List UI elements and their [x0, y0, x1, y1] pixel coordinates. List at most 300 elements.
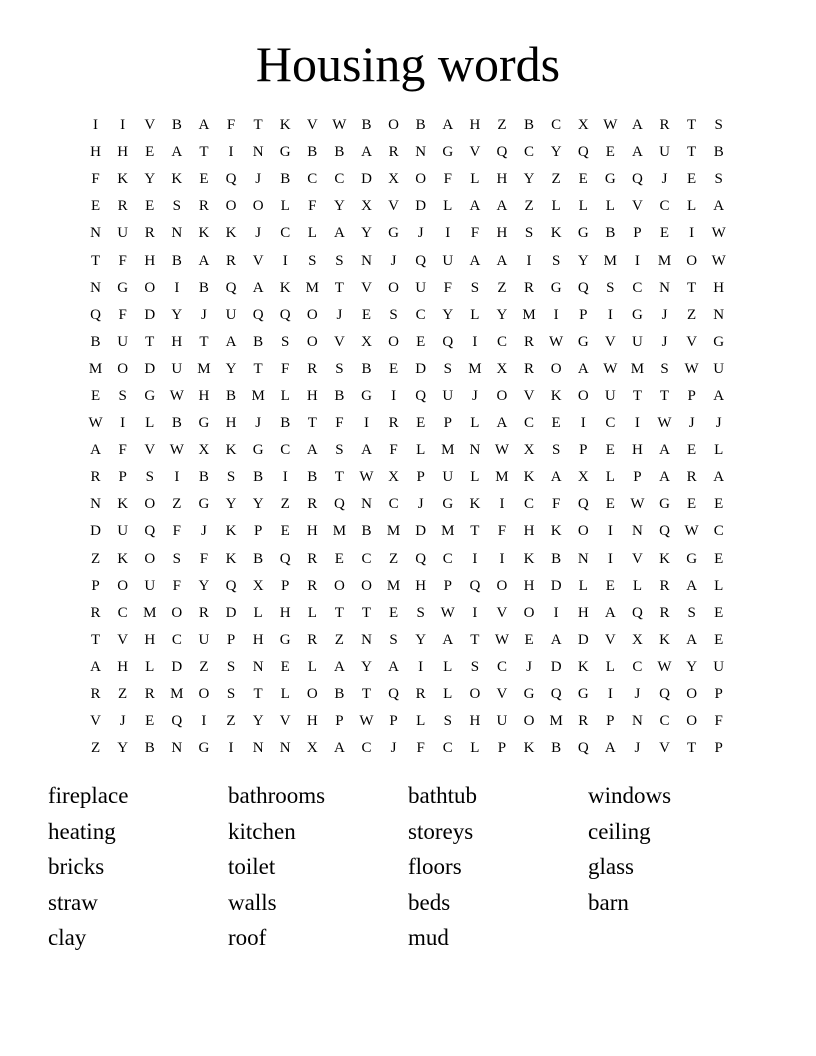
grid-letter: Q	[333, 496, 345, 513]
grid-letter: Z	[90, 550, 101, 567]
grid-letter: N	[659, 279, 670, 296]
grid-letter: U	[713, 360, 725, 377]
grid-letter: N	[361, 252, 372, 269]
grid-letter: N	[90, 279, 101, 296]
grid-letter: L	[470, 171, 480, 188]
grid-letter: G	[361, 387, 372, 404]
grid-letter: E	[388, 604, 399, 621]
grid-row	[82, 546, 732, 573]
grid-letter: E	[605, 577, 615, 594]
grid-letter: L	[632, 577, 642, 594]
grid-letter: F	[172, 577, 181, 594]
letter-grid	[82, 112, 732, 762]
grid-letter: A	[659, 442, 670, 459]
grid-letter: W	[440, 604, 455, 621]
grid-letter: Q	[550, 686, 562, 703]
grid-letter: D	[415, 523, 427, 540]
grid-letter: P	[633, 225, 642, 242]
grid-letter: E	[714, 604, 724, 621]
grid-letter: M	[603, 252, 617, 269]
grid-letter: V	[469, 144, 481, 161]
grid-letter: R	[144, 686, 155, 703]
grid-letter: A	[388, 658, 399, 675]
grid-letter: G	[713, 333, 725, 350]
grid-row	[82, 220, 732, 247]
grid-letter: I	[580, 415, 586, 432]
grid-letter: J	[634, 740, 641, 757]
grid-letter: T	[659, 387, 670, 404]
grid-letter: V	[252, 252, 264, 269]
grid-letter: R	[307, 550, 318, 567]
grid-letter: J	[715, 415, 722, 432]
grid-letter: X	[198, 442, 210, 459]
grid-letter: D	[144, 360, 156, 377]
grid-letter: A	[198, 252, 210, 269]
word-list-item: barn	[588, 889, 629, 915]
grid-letter: Y	[144, 171, 156, 188]
grid-letter: H	[469, 713, 481, 730]
grid-letter: B	[551, 550, 562, 567]
grid-letter: M	[386, 577, 401, 594]
grid-letter: R	[388, 415, 399, 432]
grid-letter: E	[145, 144, 155, 161]
grid-letter: T	[253, 117, 263, 134]
grid-letter: H	[469, 117, 481, 134]
grid-letter: Y	[442, 306, 454, 323]
word-list-item: bathtub	[408, 783, 477, 808]
grid-letter: J	[201, 306, 207, 323]
word-list-item: kitchen	[228, 818, 296, 844]
grid-letter: X	[388, 469, 399, 486]
grid-letter: O	[144, 550, 156, 567]
grid-letter: T	[470, 523, 480, 540]
grid-letter: T	[334, 604, 344, 621]
grid-letter: L	[578, 577, 588, 594]
grid-letter: I	[689, 225, 695, 242]
grid-letter: Q	[225, 171, 237, 188]
grid-row	[82, 302, 732, 329]
grid-letter: H	[171, 333, 183, 350]
grid-letter: P	[579, 442, 588, 459]
grid-letter: Z	[497, 117, 507, 134]
grid-letter: X	[252, 577, 264, 594]
grid-letter: O	[686, 686, 698, 703]
grid-letter: S	[308, 252, 317, 269]
grid-letter: I	[472, 604, 478, 621]
grid-letter: S	[470, 658, 480, 675]
grid-letter: C	[334, 171, 345, 188]
grid-letter: I	[607, 306, 613, 323]
grid-letter: L	[605, 658, 615, 675]
grid-letter: A	[713, 469, 725, 486]
grid-letter: Y	[496, 306, 508, 323]
grid-letter: S	[335, 252, 344, 269]
grid-letter: L	[443, 198, 453, 215]
grid-row	[82, 112, 732, 139]
grid-letter: I	[228, 144, 234, 161]
grid-letter: N	[90, 225, 101, 242]
grid-letter: B	[280, 171, 291, 188]
grid-letter: A	[496, 415, 508, 432]
grid-letter: C	[524, 144, 535, 161]
grid-letter: G	[144, 387, 156, 404]
grid-letter: B	[307, 144, 318, 161]
grid-letter: F	[497, 523, 507, 540]
grid-letter: E	[687, 171, 697, 188]
grid-letter: O	[171, 604, 183, 621]
grid-letter: C	[551, 117, 562, 134]
grid-letter: R	[307, 577, 318, 594]
grid-letter: C	[605, 415, 616, 432]
grid-letter: T	[90, 631, 101, 648]
grid-letter: N	[171, 225, 183, 242]
grid-letter: P	[579, 306, 588, 323]
grid-letter: M	[441, 523, 455, 540]
grid-letter: B	[415, 117, 426, 134]
grid-letter: A	[659, 469, 670, 486]
grid-letter: N	[252, 740, 264, 757]
grid-letter: P	[91, 577, 100, 594]
grid-letter: L	[551, 198, 561, 215]
grid-letter: E	[524, 631, 534, 648]
grid-letter: Z	[388, 550, 399, 567]
grid-letter: C	[442, 550, 453, 567]
grid-letter: I	[499, 550, 505, 567]
grid-letter: B	[551, 740, 562, 757]
grid-letter: S	[714, 117, 723, 134]
grid-letter: C	[632, 279, 643, 296]
grid-row	[82, 383, 732, 410]
grid-letter: J	[417, 225, 424, 242]
word-list-item: fireplace	[48, 783, 129, 808]
grid-letter: D	[577, 631, 589, 648]
grid-letter: Q	[252, 306, 264, 323]
grid-letter: K	[577, 658, 589, 675]
grid-letter: O	[252, 198, 264, 215]
grid-letter: X	[361, 333, 372, 350]
grid-letter: O	[198, 686, 210, 703]
grid-letter: V	[306, 117, 318, 134]
grid-letter: K	[279, 279, 291, 296]
grid-letter: S	[443, 713, 452, 730]
grid-letter: Q	[632, 171, 643, 188]
grid-letter: C	[388, 496, 399, 513]
grid-letter: J	[119, 713, 126, 730]
grid-letter: M	[495, 469, 509, 486]
grid-row	[82, 437, 732, 464]
grid-letter: I	[472, 333, 478, 350]
grid-letter: J	[417, 496, 424, 513]
grid-letter: V	[496, 686, 508, 703]
grid-letter: E	[605, 496, 615, 513]
grid-letter: R	[144, 225, 155, 242]
grid-letter: X	[306, 740, 318, 757]
grid-letter: I	[499, 496, 505, 513]
grid-letter: P	[118, 469, 127, 486]
grid-letter: C	[632, 658, 643, 675]
grid-letter: E	[578, 171, 588, 188]
grid-letter: K	[117, 171, 129, 188]
grid-letter: Q	[577, 496, 589, 513]
grid-letter: S	[416, 604, 425, 621]
grid-letter: M	[197, 360, 211, 377]
grid-letter: M	[522, 306, 536, 323]
grid-letter: Z	[687, 306, 697, 323]
grid-letter: R	[198, 604, 209, 621]
grid-letter: D	[90, 523, 101, 540]
grid-letter: N	[577, 550, 589, 567]
grid-letter: F	[118, 252, 127, 269]
grid-letter: A	[550, 469, 562, 486]
grid-letter: E	[687, 442, 697, 459]
grid-letter: W	[332, 117, 347, 134]
grid-letter: J	[255, 171, 262, 188]
word-list-item: floors	[408, 854, 462, 880]
grid-letter: X	[632, 631, 643, 648]
grid-letter: M	[441, 442, 455, 459]
grid-row	[82, 518, 732, 545]
grid-letter: I	[526, 252, 532, 269]
grid-letter: O	[577, 387, 589, 404]
grid-letter: J	[390, 740, 397, 757]
grid-letter: Z	[497, 279, 507, 296]
grid-letter: O	[388, 117, 399, 134]
grid-letter: V	[333, 333, 345, 350]
grid-letter: P	[226, 631, 236, 648]
grid-letter: K	[659, 631, 670, 648]
grid-letter: Q	[469, 577, 481, 594]
grid-letter: K	[659, 550, 670, 567]
grid-letter: W	[169, 442, 184, 459]
grid-letter: H	[225, 415, 237, 432]
grid-letter: J	[471, 387, 478, 404]
grid-letter: X	[523, 442, 535, 459]
grid-letter: S	[389, 306, 398, 323]
grid-letter: U	[171, 360, 183, 377]
grid-letter: V	[117, 631, 129, 648]
word-list-item: beds	[408, 889, 451, 915]
grid-letter: N	[713, 306, 725, 323]
grid-letter: A	[713, 387, 725, 404]
grid-letter: E	[416, 333, 426, 350]
grid-letter: B	[334, 686, 345, 703]
grid-letter: J	[390, 252, 397, 269]
grid-letter: J	[255, 225, 262, 242]
grid-letter: Q	[415, 550, 427, 567]
grid-letter: T	[199, 144, 209, 161]
grid-letter: T	[361, 604, 372, 621]
grid-letter: Y	[225, 496, 237, 513]
grid-letter: Y	[550, 144, 562, 161]
grid-letter: I	[553, 604, 559, 621]
grid-letter: R	[659, 604, 670, 621]
grid-letter: Y	[252, 713, 264, 730]
grid-letter: W	[603, 117, 618, 134]
grid-letter: U	[713, 658, 725, 675]
grid-letter: O	[686, 713, 698, 730]
grid-letter: I	[472, 550, 478, 567]
grid-letter: M	[251, 387, 265, 404]
grid-letter: H	[144, 631, 156, 648]
grid-letter: B	[361, 523, 372, 540]
grid-letter: L	[470, 740, 480, 757]
grid-letter: E	[280, 523, 290, 540]
grid-letter: Q	[415, 387, 427, 404]
grid-letter: I	[418, 658, 424, 675]
grid-letter: N	[632, 523, 643, 540]
grid-letter: E	[416, 415, 426, 432]
grid-letter: L	[605, 469, 615, 486]
grid-letter: M	[630, 360, 645, 377]
grid-letter: E	[199, 171, 209, 188]
grid-letter: O	[361, 577, 372, 594]
grid-letter: G	[117, 279, 129, 296]
grid-letter: Y	[252, 496, 264, 513]
grid-letter: I	[282, 469, 288, 486]
grid-letter: I	[228, 740, 234, 757]
grid-letter: H	[523, 523, 535, 540]
grid-letter: C	[415, 306, 426, 323]
grid-letter: G	[577, 225, 589, 242]
grid-letter: H	[713, 279, 725, 296]
grid-letter: Z	[226, 713, 236, 730]
grid-letter: L	[443, 658, 453, 675]
grid-letter: B	[253, 469, 264, 486]
grid-letter: K	[117, 550, 129, 567]
grid-letter: Z	[118, 686, 128, 703]
grid-letter: O	[496, 387, 508, 404]
grid-letter: O	[577, 523, 589, 540]
grid-row	[82, 193, 732, 220]
grid-letter: X	[577, 117, 589, 134]
grid-letter: G	[577, 686, 589, 703]
grid-letter: V	[496, 604, 508, 621]
grid-letter: J	[255, 415, 262, 432]
grid-letter: B	[334, 387, 345, 404]
grid-letter: B	[90, 333, 101, 350]
grid-letter: G	[252, 442, 264, 459]
grid-letter: Q	[171, 713, 183, 730]
grid-letter: F	[199, 550, 209, 567]
grid-letter: W	[494, 631, 510, 648]
grid-letter: L	[280, 198, 290, 215]
grid-letter: T	[253, 360, 263, 377]
grid-letter: B	[171, 117, 182, 134]
grid-letter: V	[632, 550, 643, 567]
grid-letter: O	[523, 713, 535, 730]
grid-letter: W	[169, 387, 184, 404]
grid-letter: R	[90, 686, 101, 703]
grid-letter: W	[88, 415, 103, 432]
grid-letter: N	[415, 144, 427, 161]
grid-letter: L	[280, 387, 290, 404]
grid-row	[82, 464, 732, 491]
grid-letter: I	[93, 117, 99, 134]
grid-letter: T	[199, 333, 209, 350]
grid-letter: R	[388, 144, 399, 161]
grid-letter: F	[91, 171, 100, 188]
grid-letter: B	[144, 740, 155, 757]
grid-letter: C	[280, 225, 291, 242]
grid-letter: L	[145, 415, 155, 432]
grid-row	[82, 329, 732, 356]
grid-letter: A	[333, 658, 345, 675]
grid-letter: C	[442, 740, 453, 757]
grid-letter: R	[659, 117, 670, 134]
grid-letter: W	[494, 442, 510, 459]
grid-letter: V	[686, 333, 698, 350]
grid-letter: V	[659, 740, 670, 757]
grid-letter: G	[442, 144, 454, 161]
grid-letter: H	[415, 577, 427, 594]
grid-letter: E	[714, 631, 724, 648]
grid-letter: K	[117, 496, 129, 513]
grid-letter: C	[307, 171, 318, 188]
grid-letter: O	[225, 198, 237, 215]
grid-letter: E	[90, 198, 101, 215]
grid-letter: T	[687, 117, 697, 134]
grid-letter: C	[117, 604, 128, 621]
grid-letter: I	[634, 415, 640, 432]
grid-letter: V	[361, 279, 372, 296]
grid-letter: O	[469, 686, 481, 703]
grid-letter: D	[171, 658, 183, 675]
word-list-item: glass	[588, 854, 634, 880]
grid-letter: V	[279, 713, 291, 730]
grid-letter: O	[306, 333, 318, 350]
grid-letter: C	[659, 713, 670, 730]
grid-letter: T	[145, 333, 155, 350]
grid-letter: D	[144, 306, 156, 323]
grid-letter: Y	[523, 171, 535, 188]
grid-letter: O	[117, 360, 129, 377]
grid-letter: W	[684, 360, 699, 377]
grid-letter: A	[686, 631, 698, 648]
grid-letter: P	[714, 740, 723, 757]
grid-letter: Y	[198, 577, 210, 594]
grid-letter: P	[335, 713, 344, 730]
grid-letter: O	[415, 171, 427, 188]
grid-letter: G	[686, 550, 698, 567]
grid-letter: O	[117, 577, 129, 594]
grid-letter: L	[253, 604, 263, 621]
grid-letter: V	[632, 198, 643, 215]
grid-letter: V	[90, 713, 101, 730]
grid-letter: O	[686, 252, 698, 269]
grid-letter: N	[252, 658, 264, 675]
grid-letter: S	[551, 442, 561, 459]
grid-letter: G	[279, 144, 291, 161]
grid-letter: B	[280, 415, 291, 432]
grid-letter: D	[550, 658, 562, 675]
grid-letter: C	[713, 523, 724, 540]
grid-row	[82, 275, 732, 302]
grid-letter: E	[605, 144, 615, 161]
grid-letter: B	[171, 252, 182, 269]
grid-letter: L	[145, 658, 155, 675]
grid-letter: V	[144, 442, 156, 459]
grid-letter: S	[172, 550, 181, 567]
grid-letter: V	[604, 333, 616, 350]
grid-letter: N	[632, 713, 643, 730]
grid-letter: G	[442, 496, 454, 513]
grid-letter: H	[306, 387, 318, 404]
grid-letter: I	[445, 225, 451, 242]
grid-letter: Q	[90, 306, 101, 323]
grid-letter: Q	[496, 144, 508, 161]
grid-letter: M	[657, 252, 672, 269]
grid-letter: A	[442, 117, 454, 134]
